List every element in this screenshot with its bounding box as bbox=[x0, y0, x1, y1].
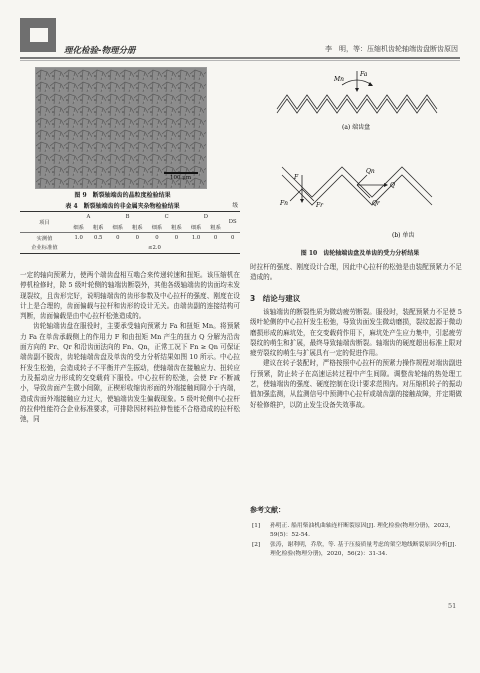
page-number: 51 bbox=[448, 602, 457, 610]
table-cell: 0 bbox=[174, 235, 179, 241]
table-subheader: 粗系 bbox=[88, 222, 108, 233]
symbol-mn: Mn bbox=[334, 76, 345, 83]
symbol-fa: Fa bbox=[360, 71, 368, 78]
journal-logo bbox=[20, 18, 170, 58]
table-cell: 0 bbox=[155, 235, 159, 241]
references-title: 参考文献： bbox=[250, 506, 285, 514]
reference-number: [1] bbox=[252, 523, 261, 529]
table-subheader: 细系 bbox=[108, 222, 128, 233]
table-cell: 0.5 bbox=[94, 235, 103, 241]
reference-text: 孙明正. 船用柴油机曲轴连杆断裂原因[J]. 理化检验(物理分册)，2023，59(5)：52-54. bbox=[270, 523, 455, 538]
header-rule bbox=[20, 57, 460, 59]
symbol-f: F bbox=[294, 174, 299, 181]
paragraph: 齿轮轴端齿盘在服役时，主要承受轴向预紧力 Fa 和扭矩 Mn。将预紧力 Fa 在单齿承载侧上的作用力 F 和由扭矩 Mn 产生的扭力 Q 分解为沿齿面方向的 Fr、Qr 和沿齿面法向的 Fn、Qn，正常工况下 Fn ≥ Qn 可保证端齿副不脱齿，齿轮轴端齿盘及单齿的受力分析结果如图 10 所示。中心拉杆发生松弛，会造成转子不平衡并产生振动，使轴端齿在接触应力、扭转应力及振动应力形成的交变载荷下服役。中心拉杆的松弛，会使 Fr 不断减小，导致齿面产生微小间隙，正楔形收缩齿形面的外端接触间隙小于内端，造成齿面外端接触应力过大，使轴端齿发生偏载现象。5 级叶轮侧中心拉杆的拉伸性能符合企业标准要求，可排除因材料拉伸性能不合格造成的拉杆松弛，同 bbox=[20, 322, 240, 424]
figure10-diagram bbox=[262, 67, 452, 247]
references-list bbox=[250, 522, 462, 560]
scale-bar-label: 100 μm bbox=[170, 175, 192, 181]
label-a: (a) 端齿盘 bbox=[342, 124, 371, 131]
reference-text: 张涛，谢利明，乔欣，等. 基于压接质量考虑的架空地线断裂原因分析[J]. 理化检验(物理分册)，2020，56(2)：31-34. bbox=[270, 542, 457, 557]
table4-unit: 级 bbox=[232, 203, 238, 209]
paragraph: 一定的轴向预紧力，使两个端齿盘相互啮合来传递转速和扭矩。该压缩机在停机检修时，除 5 级叶轮侧的轴端齿断裂外，其他各级轴端齿的齿面均未发现裂纹，且齿形完好，说明轴端齿的齿形参数及中心拉杆的强度、刚度在设计上是合理的，齿面偏载与拉杆和齿形的设计无关。由端齿副的连接结构可判断，齿面偏载是由中心拉杆松弛造成的。 bbox=[20, 271, 240, 321]
symbol-fn: Fn bbox=[280, 200, 289, 207]
table-cell: 0 bbox=[231, 235, 235, 241]
table-subheader: 细系 bbox=[186, 222, 206, 233]
table-subheader: 细系 bbox=[147, 222, 167, 233]
table-subheader: 粗系 bbox=[206, 222, 226, 233]
table4-caption: 表 4 断裂轴端齿的非金属夹杂物检验结果 bbox=[65, 203, 180, 210]
table-header-group-d: D bbox=[186, 212, 225, 223]
table-cell-standard: ≤2.0 bbox=[69, 243, 240, 254]
table-header-group-c: C bbox=[147, 212, 186, 223]
table-subheader: 粗系 bbox=[167, 222, 187, 233]
paragraph: 建议在转子装配时，严格按照中心拉杆的预紧力操作规程对端齿副进行预紧，防止转子在高速运转过程中产生间隙。调整齿轮轴的热处理工艺，使轴端齿的强度、硬度控制在设计要求范围内。对压缩机转子的振动值加强监测，从监测信号中预测中心拉杆或端齿副的接触故障，并定期做好检修维护，以防止发生设备失效事故。 bbox=[250, 359, 462, 409]
table-cell: 1.0 bbox=[74, 235, 83, 241]
table-row-label: 实测值 bbox=[36, 236, 53, 242]
body-left bbox=[20, 270, 240, 424]
table-row-label: 企业标准值 bbox=[20, 243, 69, 254]
force-arrow-qn bbox=[357, 175, 367, 185]
section-title: 3 结论与建议 bbox=[250, 294, 301, 303]
journal-brand: 理化检验-物理分册 bbox=[64, 46, 136, 56]
symbol-fr: Fr bbox=[316, 202, 324, 209]
header-rule-thin bbox=[20, 60, 460, 61]
table-header-group-a: A bbox=[69, 212, 108, 223]
figure9-micrograph bbox=[35, 67, 207, 189]
body-right-top bbox=[250, 262, 462, 283]
table-header-ds: DS bbox=[225, 212, 240, 233]
table-cell: 0 bbox=[213, 235, 218, 241]
reference-number: [2] bbox=[252, 542, 261, 548]
table-header-project: 项目 bbox=[20, 212, 69, 233]
paragraph: 时拉杆的强度、刚度设计合理，因此中心拉杆的松弛是由装配预紧力不足造成的。 bbox=[250, 263, 462, 282]
table-header-group-b: B bbox=[108, 212, 147, 223]
symbol-qr: Qr bbox=[372, 200, 380, 207]
paragraph: 该轴端齿的断裂性质为微动疲劳断裂。服役时，装配预紧力不足使 5 级叶轮侧的中心拉杆发生松弛，导致齿面发生微动磨损，裂纹起源于微动磨损形成的麻坑处，在交变载荷作用下，麻坑处产生应力集中，引起疲劳裂纹的萌生和扩展，最终导致轴端齿断裂。轴端齿的硬度超出标准上限对疲劳裂纹的萌生与扩展具有一定的促进作用。 bbox=[250, 308, 462, 358]
reference-item bbox=[250, 522, 462, 540]
running-title: 李 明，等：压缩机齿轮轴端齿盘断齿原因 bbox=[325, 45, 458, 53]
reference-item bbox=[250, 541, 462, 559]
symbol-q: Q bbox=[390, 182, 395, 189]
body-right-section3 bbox=[250, 307, 462, 410]
symbol-qn: Qn bbox=[366, 168, 375, 175]
table-subheader: 细系 bbox=[69, 222, 89, 233]
label-b: (b) 单齿 bbox=[392, 232, 415, 239]
table-cell: 0 bbox=[135, 235, 140, 241]
table-subheader: 粗系 bbox=[128, 222, 148, 233]
table-cell: 1.0 bbox=[191, 235, 201, 241]
figure10-caption: 图 10 齿轮轴端齿盘及单齿的受力分析结果 bbox=[300, 250, 420, 257]
table-cell: 0 bbox=[116, 235, 120, 241]
inclusion-table bbox=[20, 211, 240, 254]
figure9-caption: 图 9 断裂轴端齿的晶粒度检验结果 bbox=[74, 192, 171, 199]
tooth-profile-lower bbox=[277, 99, 437, 113]
